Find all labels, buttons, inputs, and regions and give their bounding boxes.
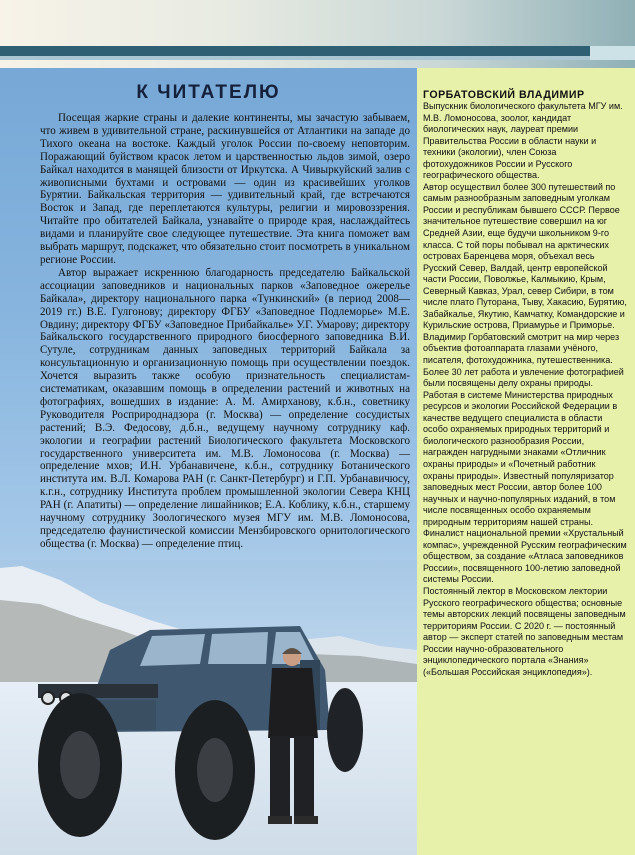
front-wheel-hub [60,731,100,799]
header-stripe-end [590,46,635,60]
author-bio-paragraph: Владимир Горбатовский смотрит на мир через объектив фотоаппарата глазами учёного, писателя, фотохудожника, путешественника. Более 30 лет работа и увлечение фотографией были посвящены делу охраны природы. Работая в системе Министерства природных ресурсов и экологии Российской Федерации в качестве ведущего специалиста в области особо охраняемых природных территорий и биологического разнообразия России, награжден нагрудными знаками «Отличник охраны природы» и «Почетный работник охраны природы». Известный популяризатор заповедных мест России, автор более 100 научных и научно-популярных изданий, в том числе посвященных особо охраняемым природным территориям нашей страны. Финалист национальной премии «Хрустальный компас», учрежденной Русским географическим обществом, за создание «Атласа заповедников России», посвященного 100-летию заповедной системы России. [423,331,627,585]
header-stripe-light [0,56,590,60]
main-text [40,112,410,551]
header-stripe-dark [0,46,590,56]
author-bio-paragraph: Автор осуществил более 300 путешествий по самым разнообразным заповедным уголкам России и республикам бывшего СССР. Первое значительное путешествие совершил на юг Средней Азии, еще будучи школьником 9-го класса. С той поры побывал на арктических островах Баренцева моря, объехал весь Русский Север, Валдай, центр европейской части России, Поволжье, Калмыкию, Крым, Северный Кавказ, Урал, север Сибири, в том числе плато Путорана, Тыву, Хакасию, Бурятию, Забайкалье, Якутию, Камчатку, Командорские и Курильские острова, Приамурье и Приморье. [423,181,627,331]
acknowledgements-paragraph: Автор выражает искреннюю благодарность председателю Байкальской ассоциации заповедников и национальных парков «Заповедное ожерелье Байкала», директору национального парка «Тункинский» (в период 2008—2019 гг.) В.Е. Гулгонову; директору ФГБУ «Заповедное Подлеморье» М.Е. Овдину; директору ФГБУ «Заповедное Прибайкалье» У.Г. Умарову; директору Байкальского государственного природного биосферного заповедника В.И. Сутулe, сотрудникам данных заповедных территорий Байкала за консультационную и организационную помощь при осуществлении поездок. Хочется выразить также особую признательность специалистам-систематикам, оказавшим помощь в определении растений и животных на фотографиях, вошедших в издание: А. М. Амирханову, к.б.н., советнику Руководителя Росприроднадзора (г. Москва) — определение сосудистых растений; В.Э. Федосову, д.б.н., ведущему научному сотруднику каф. экологии и географии растений Биологического факультета Московского государственного университета им. М.В. Ломоносова (г. Москва) — определение мхов; И.Н. Урбанавичене, к.б.н., сотруднику Ботанического института им. В.Л. Комарова РАН (г. Санкт-Петербург) и Г.П. Урбанавичюсу, к.г.н., сотруднику Института проблем промышленной экологии Севера КНЦ РАН (г. Апатиты) — определение лишайников; Е.А. Коблику, к.б.н., старшему научному сотруднику Зоологического музея МГУ им. М.В. Ломоносова, председателю фаунистической комиссии Мензбировского орнитологического общества (г. Москва) — определение птиц. [40,266,410,550]
intro-paragraph: Посещая жаркие страны и далекие континенты, мы зачастую забываем, что живем в удивительной стране, раскинувшейся от Атлантики на западе до Тихого океана на востоке. Каждый уголок России по-своему неповторим. Поражающий буйством красок летом и царственностью льдов зимой, озеро Байкал находится в манящей близости от Иркутска. А Чивыркуйский залив с живописными бухтами и островами — один из красивейших уголков Бурятии. Байкальская территория — удивительный край, где встречаются Восток и Запад, где переплетаются культуры, религии и мировоззрения. Читайте про обитателей Байкала, узнавайте о природе края, наслаждайтесь видами и планируйте свое следующее путешествие. Эта книга поможет вам выбрать маршрут, подскажет, что обязательно стоит посмотреть в уникальном регионе России. [40,112,410,266]
author-bio-paragraph: Выпускник биологического факультета МГУ им. М.В. Ломоносова, зоолог, кандидат биологических наук, лауреат премии Правительства России в области науки и техники (экологии), член Союза фотохудожников России и Русского географического общества. [423,101,623,181]
rear-wheel-hub [197,738,233,802]
author-bio [423,101,628,678]
page-title: К ЧИТАТЕЛЮ [136,82,281,103]
vehicle-photo [0,560,417,855]
author-name: ГОРБАТОВСКИЙ ВЛАДИМИР [423,89,585,101]
author-bio-paragraph: Постоянный лектор в Московском лектории Русского географического общества; основные темы авторских лекций посвящены заповедным территориям России. С 2020 г. — постоянный автор — эксперт статей по заповедным местам России научно-образовательного энциклопедического портала «Знания» («Большая Российская энциклопедия»). [423,585,626,677]
far-wheel [327,688,363,772]
